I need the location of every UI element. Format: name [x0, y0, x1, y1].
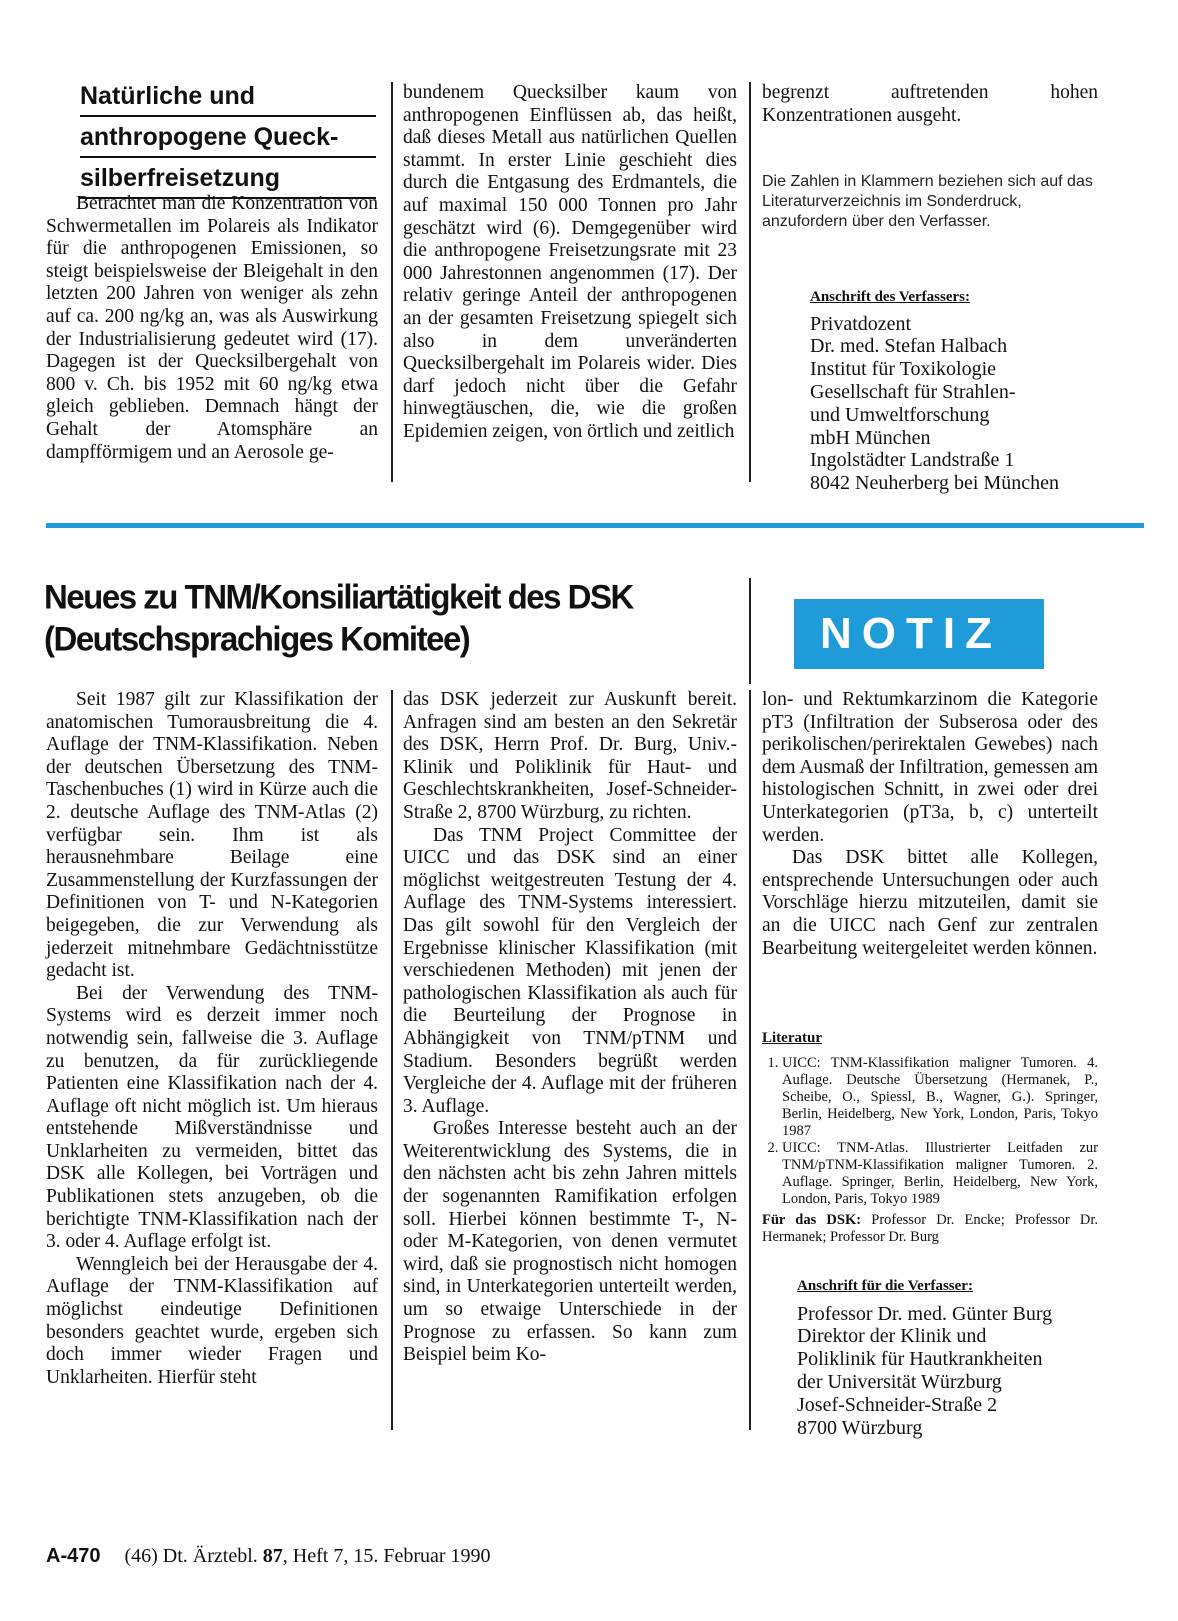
- literature-block: [762, 1030, 1098, 1246]
- section-divider: [46, 523, 1144, 528]
- column-divider: [749, 82, 751, 482]
- article2-paragraph: das DSK jederzeit zur Auskunft bereit. Anfragen sind am besten an den Sekretär des DSK, Herrn Prof. Dr. Burg, Univ.-Klinik und Poliklinik für Haut- und Geschlechtskrankheiten, Josef-Schneider-Straße 2, 8700 Würzburg, zu richten.: [403, 689, 737, 823]
- article1-title: [80, 80, 376, 203]
- article1-column-2: [403, 82, 737, 444]
- address-line: Josef-Schneider-Straße 2: [797, 1393, 998, 1416]
- article2-paragraph: Großes Interesse besteht auch an der Weiterentwicklung des Systems, die in den nächsten acht bis zehn Jahren mittels der sogenannten Ramifikation erfolgen soll. Hierbei können bestimmte T-, N- oder M-Kategorien, von denen vermutet wird, daß sie prognostisch nicht homogen sind, in Unterkategorien unterteilt werden, um so etwaige Unterschiede in der Prognose zu erfassen. So kann zum Beispiel beim Ko-: [403, 1118, 737, 1366]
- article1-title-line: anthropogene Queck-: [80, 121, 376, 158]
- article1-paragraph: begrenzt auftretenden hohen Konzentrationen ausgeht.: [762, 82, 1098, 126]
- dsk-text: Professor Dr. Encke; Professor Dr. Hermanek; Professor Dr. Burg: [762, 1212, 1099, 1245]
- article1-title-line: silberfreisetzung: [80, 162, 376, 199]
- column-divider: [391, 82, 393, 482]
- address-line: 8042 Neuherberg bei München: [810, 472, 1060, 495]
- address-lines: [797, 1303, 1117, 1440]
- journal-volume: 87: [262, 1545, 283, 1567]
- address-line: Ingolstädter Landstraße 1: [810, 449, 1015, 472]
- notiz-badge: NOTIZ: [794, 599, 1044, 669]
- article2-paragraph: lon- und Rektumkarzinom die Kategorie pT3 (Infiltration der Subserosa oder des perikolischen/perirektalen Gewebes) nach dem Ausmaß der Infiltration, gemessen am histologischen Schnitt, in zwei oder drei Unterkategorien (pT3a, b, c) unterteilt werden.: [762, 689, 1098, 846]
- address-line: der Universität Würzburg: [797, 1370, 1002, 1393]
- article2-column-1: [46, 689, 378, 1389]
- article1-paragraph: bundenem Quecksilber kaum von anthropogenen Einflüssen ab, das heißt, daß dieses Metall aus natürlichen Quellen stammt. In erster Linie geschieht dies durch die Entgasung des Erdmantels, die auf maximal 150 000 Tonnen pro Jahr geschätzt wird (6). Demgegenüber wird die anthropogene Freisetzungsrate mit 23 000 Jahrestonnen angenommen (17). Der relativ geringe Anteil der anthropogenen an der gesamten Freisetzung spiegelt sich also in dem unveränderten Quecksilbergehalt im Polareis wider. Dies darf jedoch nicht über die Gefahr hinwegtäuschen, die, wie die großen Epidemien zeigen, von örtlich und zeitlich: [403, 82, 737, 442]
- article2-paragraph: Das TNM Project Committee der UICC und das DSK sind an einer möglichst weitgestreuten Testung der 4. Auflage des TNM-Systems interessiert. Das gilt sowohl für den Vergleich der Ergebnisse klinischer Klassifikation (mit verschiedenen Methoden) mit jenen der pathologischen Klassifikation als auch für die Beurteilung der Prognose in Abhängigkeit von TNM/pTNM und Stadium. Besonders begrüßt werden Vergleiche der 4. Auflage mit der früheren 3. Auflage.: [403, 824, 737, 1117]
- reference-item: 2. UICC: TNM-Atlas. Illustrierter Leitfaden zur TNM/pTNM-Klassifikation maligner Tumoren. 2. Auflage. Springer, Berlin, Heidelberg, New York, London, Paris, Tokyo 1989: [782, 1140, 1098, 1208]
- article2-column-3: [762, 689, 1098, 960]
- address-line: Direktor der Klinik und: [797, 1325, 987, 1348]
- article2-paragraph: Das DSK bittet alle Kollegen, entsprechende Untersuchungen oder auch Vorschläge hierzu mitzuteilen, damit sie an die UICC nach Genf zur zentralen Bearbeitung weitergeleitet werden können.: [762, 847, 1098, 959]
- address-line: Privatdozent: [810, 312, 912, 335]
- address-label: Anschrift für die Verfasser:: [797, 1278, 973, 1294]
- dsk-members: [762, 1212, 1098, 1246]
- address-line: Dr. med. Stefan Halbach: [810, 335, 1008, 358]
- article1-paragraph: Betrachtet man die Konzentration von Schwermetallen im Polareis als Indikator für die anthropogenen Emissionen, so steigt beispielsweise der Bleigehalt in den letzten 200 Jahren von weniger als zehn auf ca. 200 ng/kg an, was als Auswirkung der Industrialisierung gedeutet wird (17). Dagegen ist der Quecksilbergehalt von 800 v. Ch. bis 1952 mit 60 ng/kg etwa gleich geblieben. Demnach hängt der Gehalt der Atomsphäre an dampfförmigem und an Aerosole ge-: [46, 193, 378, 463]
- address-line: Professor Dr. med. Günter Burg: [797, 1302, 1053, 1325]
- article2-title: [44, 576, 734, 660]
- address-label: Anschrift des Verfassers:: [810, 289, 970, 305]
- reference-note: Die Zahlen in Klammern beziehen sich auf das Literaturverzeichnis im Sonderdruck, anzufordern über den Verfasser.: [762, 173, 1093, 230]
- literature-label: Literatur: [762, 1030, 822, 1046]
- article2-paragraph: Wenngleich bei der Herausgabe der 4. Auflage der TNM-Klassifikation auf möglichst eindeutige Definitionen besonders geachtet wurde, ergeben sich doch immer wieder Fragen und Unklarheiten. Hierfür steht: [46, 1253, 378, 1388]
- article1-column-3: [762, 82, 1098, 127]
- page-footer: [46, 1545, 491, 1568]
- article1-title-line: Natürliche und: [80, 80, 376, 117]
- address-line: Poliklinik für Hautkrankheiten: [797, 1348, 1043, 1371]
- article1-address-block: [810, 286, 1110, 495]
- address-line: mbH München: [810, 426, 931, 449]
- article2-column-2: [403, 689, 737, 1367]
- article2-title-line: Neues zu TNM/Konsiliartätigkeit des DSK: [44, 577, 633, 616]
- address-line: und Umweltforschung: [810, 403, 990, 426]
- column-divider: [749, 690, 751, 1430]
- article2-paragraph: Seit 1987 gilt zur Klassifikation der anatomischen Tumorausbreitung die 4. Auflage der TNM-Klassifikation. Neben der deutschen Übersetzung des TNM-Taschenbuches (1) wird in Kürze auch die 2. deutsche Auflage des TNM-Atlas (2) verfügbar sein. Ihm ist als herausnehmbare Beilage eine Zusammenstellung der Kurzfassungen der Definitionen von T- und N-Kategorien beigegeben, die zur Verwendung als jederzeit mitnehmbare Gedächtnisstütze gedacht ist.: [46, 689, 378, 982]
- column-divider: [749, 578, 751, 684]
- address-line: Institut für Toxikologie: [810, 358, 996, 381]
- column-divider: [391, 690, 393, 1430]
- article2-address-block: [797, 1275, 1117, 1439]
- address-lines: [810, 313, 1110, 495]
- reference-list: [762, 1055, 1098, 1208]
- page-number: A-470: [46, 1545, 101, 1567]
- article1-column-1: [46, 193, 378, 464]
- article2-title-line: (Deutschsprachiges Komitee): [44, 619, 470, 658]
- article1-note: [762, 172, 1098, 232]
- journal-issue-date: , Heft 7, 15. Februar 1990: [282, 1545, 491, 1567]
- dsk-label: Für das DSK:: [762, 1212, 862, 1228]
- address-line: Gesellschaft für Strahlen-: [810, 380, 1016, 403]
- journal-issue: (46) Dt. Ärztebl.: [124, 1545, 258, 1567]
- article2-paragraph: Bei der Verwendung des TNM-Systems wird es derzeit immer noch notwendig sein, fallweise die 3. Auflage zu benutzen, da für zurückliegende Patienten eine Klassifikation nach der 4. Auflage oft nicht möglich ist. Um hieraus entstehende Mißverständnisse und Unklarheiten zu vermeiden, bittet das DSK alle Kollegen, bei Vorträgen und Publikationen stets anzugeben, ob die berichtigte TNM-Klassifikation nach der 3. oder 4. Auflage erfolgt ist.: [46, 982, 378, 1253]
- address-line: 8700 Würzburg: [797, 1416, 923, 1439]
- reference-item: 1. UICC: TNM-Klassifikation maligner Tumoren. 4. Auflage. Deutsche Übersetzung (Hermanek, P., Scheibe, O., Spiessl, B., Wagner, G.). Springer, Berlin, Heidelberg, New York, London, Paris, Tokyo 1987: [782, 1055, 1098, 1140]
